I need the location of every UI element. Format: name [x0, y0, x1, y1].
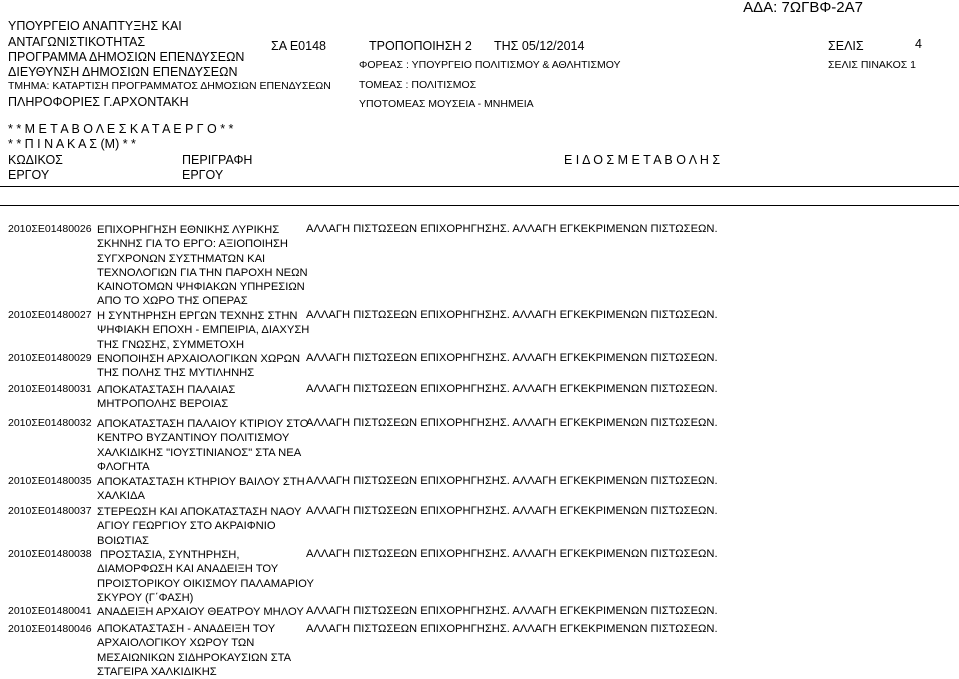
row-description: [97, 352, 300, 381]
row-description: [97, 605, 304, 619]
description-line: ΣΥΓΧΡΟΝΩΝ ΣΥΣΤΗΜΑΤΩΝ ΚΑΙ: [97, 252, 266, 265]
row-code: 2010ΣΕ01480035: [8, 475, 92, 487]
row-code: 2010ΣΕ01480037: [8, 505, 92, 517]
description-line: ΕΠΙΧΟΡΗΓΗΣΗ ΕΘΝΙΚΗΣ ΛΥΡΙΚΗΣ: [97, 224, 280, 236]
table-title: * * Π Ι Ν Α Κ Α Σ (Μ) * *: [8, 137, 136, 151]
description-line: ΦΛΟΓΗΤΑ: [97, 460, 150, 473]
ministry-line: ΔΙΕΥΘΥΝΣΗ ΔΗΜΟΣΙΩΝ ΕΠΕΝΔΥΣΕΩΝ: [8, 65, 238, 79]
description-line: ΑΝΑΔΕΙΞΗ ΑΡΧΑΙΟΥ ΘΕΑΤΡΟΥ ΜΗΛΟΥ: [97, 606, 304, 618]
row-code: 2010ΣΕ01480029: [8, 352, 92, 364]
row-description: [97, 505, 302, 548]
ypotomeas: ΥΠΟΤΟΜΕΑΣ ΜΟΥΣΕΙΑ - ΜΝΗΜΕΙΑ: [359, 98, 534, 110]
modification-date: ΤΗΣ 05/12/2014: [494, 39, 585, 53]
description-line: ΒΟΙΩΤΙΑΣ: [97, 534, 149, 547]
column-header-description: ΕΡΓΟΥ: [182, 168, 224, 182]
row-code: 2010ΣΕ01480038: [8, 548, 92, 560]
row-description: [97, 417, 309, 474]
row-change-type: ΑΛΛΑΓΗ ΠΙΣΤΩΣΕΩΝ ΕΠΙΧΟΡΗΓΗΣΗΣ. ΑΛΛΑΓΗ ΕΓΚΕΚΡΙΜΕΝΩΝ ΠΙΣΤΩΣΕΩΝ.: [306, 505, 718, 517]
description-line: ΧΑΛΚΙΔΑ: [97, 490, 145, 503]
description-line: ΧΑΛΚΙΔΙΚΗΣ "ΙΟΥΣΤΙΝΙΑΝΟΣ" ΣΤΑ ΝΕΑ: [97, 446, 302, 459]
description-line: ΣΚΗΝΗΣ ΓΙΑ ΤΟ ΕΡΓΟ: ΑΞΙΟΠΟΙΗΣΗ: [97, 238, 288, 251]
row-change-type: ΑΛΛΑΓΗ ΠΙΣΤΩΣΕΩΝ ΕΠΙΧΟΡΗΓΗΣΗΣ. ΑΛΛΑΓΗ ΕΓΚΕΚΡΙΜΕΝΩΝ ΠΙΣΤΩΣΕΩΝ.: [306, 383, 718, 395]
row-change-type: ΑΛΛΑΓΗ ΠΙΣΤΩΣΕΩΝ ΕΠΙΧΟΡΗΓΗΣΗΣ. ΑΛΛΑΓΗ ΕΓΚΕΚΡΙΜΕΝΩΝ ΠΙΣΤΩΣΕΩΝ.: [306, 548, 718, 560]
tomeas: ΤΟΜΕΑΣ : ΠΟΛΙΤΙΣΜΟΣ: [359, 79, 477, 91]
page-label: ΣΕΛΙΣ: [828, 39, 864, 53]
description-line: ΑΠΟΚΑΤΑΣΤΑΣΗ ΠΑΛΑΙΟΥ ΚΤΙΡΙΟΥ ΣΤΟ: [97, 418, 309, 430]
description-line: ΜΗΤΡΟΠΟΛΗΣ ΒΕΡΟΙΑΣ: [97, 398, 229, 411]
description-line: ΑΠΟΚΑΤΑΣΤΑΣΗ - ΑΝΑΔΕΙΞΗ ΤΟΥ: [97, 623, 276, 635]
description-line: ΣΤΕΡΕΩΣΗ ΚΑΙ ΑΠΟΚΑΤΑΣΤΑΣΗ ΝΑΟΥ: [97, 506, 302, 518]
row-change-type: ΑΛΛΑΓΗ ΠΙΣΤΩΣΕΩΝ ΕΠΙΧΟΡΗΓΗΣΗΣ. ΑΛΛΑΓΗ ΕΓΚΕΚΡΙΜΕΝΩΝ ΠΙΣΤΩΣΕΩΝ.: [306, 475, 718, 487]
description-line: ΜΕΣΑΙΩΝΙΚΩΝ ΣΙΔΗΡΟΚΑΥΣΙΩΝ ΣΤΑ: [97, 651, 292, 664]
report-title: * * Μ Ε Τ Α Β Ο Λ Ε Σ Κ Α Τ Α Ε Ρ Γ Ο * *: [8, 122, 234, 136]
description-line: Η ΣΥΝΤΗΡΗΣΗ ΕΡΓΩΝ ΤΕΧΝΗΣ ΣΤΗΝ: [97, 310, 298, 322]
description-line: ΠΡΟΙΣΤΟΡΙΚΟΥ ΟΙΚΙΣΜΟΥ ΠΑΛΑΜΑΡΙΟΥ: [97, 577, 314, 590]
description-line: ΚΑΙΝΟΤΟΜΩΝ ΨΗΦΙΑΚΩΝ ΥΠΗΡΕΣΙΩΝ: [97, 281, 305, 294]
ministry-line: ΠΛΗΡΟΦΟΡΙΕΣ Γ.ΑΡΧΟΝΤΑΚΗ: [8, 95, 189, 109]
description-line: ΠΡΟΣΤΑΣΙΑ, ΣΥΝΤΗΡΗΣΗ,: [97, 549, 240, 561]
row-description: [97, 309, 309, 352]
row-change-type: ΑΛΛΑΓΗ ΠΙΣΤΩΣΕΩΝ ΕΠΙΧΟΡΗΓΗΣΗΣ. ΑΛΛΑΓΗ ΕΓΚΕΚΡΙΜΕΝΩΝ ΠΙΣΤΩΣΕΩΝ.: [306, 417, 718, 429]
description-line: ΤΗΣ ΠΟΛΗΣ ΤΗΣ ΜΥΤΙΛΗΝΗΣ: [97, 367, 255, 380]
ministry-line: ΠΡΟΓΡΑΜΜΑ ΔΗΜΟΣΙΩΝ ΕΠΕΝΔΥΣΕΩΝ: [8, 50, 245, 64]
ministry-line: ΤΜΗΜΑ: ΚΑΤΑΡΤΙΣΗ ΠΡΟΓΡΑΜΜΑΤΟΣ ΔΗΜΟΣΙΩΝ ΕΠΕΝΔΥΣΕΩΝ: [8, 80, 331, 92]
page-number: 4: [915, 37, 922, 51]
row-description: [97, 548, 314, 605]
sa-code: ΣΑ Ε0148: [271, 39, 326, 53]
column-header-description: ΠΕΡΙΓΡΑΦΗ: [182, 153, 253, 167]
description-line: ΤΗΣ ΓΝΩΣΗΣ, ΣΥΜΜΕΤΟΧΗ: [97, 338, 245, 351]
row-change-type: ΑΛΛΑΓΗ ΠΙΣΤΩΣΕΩΝ ΕΠΙΧΟΡΗΓΗΣΗΣ. ΑΛΛΑΓΗ ΕΓΚΕΚΡΙΜΕΝΩΝ ΠΙΣΤΩΣΕΩΝ.: [306, 223, 718, 235]
row-description: [97, 383, 235, 412]
row-code: 2010ΣΕ01480032: [8, 417, 92, 429]
row-code: 2010ΣΕ01480046: [8, 623, 92, 635]
row-code: 2010ΣΕ01480031: [8, 383, 92, 395]
column-header-code: ΚΩΔΙΚΟΣ: [8, 153, 63, 167]
row-change-type: ΑΛΛΑΓΗ ΠΙΣΤΩΣΕΩΝ ΕΠΙΧΟΡΗΓΗΣΗΣ. ΑΛΛΑΓΗ ΕΓΚΕΚΡΙΜΕΝΩΝ ΠΙΣΤΩΣΕΩΝ.: [306, 623, 718, 635]
description-line: ΔΙΑΜΟΡΦΩΣΗ ΚΑΙ ΑΝΑΔΕΙΞΗ ΤΟΥ: [97, 563, 279, 576]
foreas: ΦΟΡΕΑΣ : ΥΠΟΥΡΓΕΙΟ ΠΟΛΙΤΙΣΜΟΥ & ΑΘΛΗΤΙΣΜΟΥ: [359, 59, 621, 71]
description-line: ΑΓΙΟΥ ΓΕΩΡΓΙΟΥ ΣΤΟ ΑΚΡΑΙΦΝΙΟ: [97, 520, 276, 533]
description-line: ΣΤΑΓΕΙΡΑ ΧΑΛΚΙΔΙΚΗΣ: [97, 665, 217, 678]
row-description: [97, 475, 305, 504]
description-line: ΑΠΟΚΑΤΑΣΤΑΣΗ ΠΑΛΑΙΑΣ: [97, 384, 236, 396]
row-code: 2010ΣΕ01480027: [8, 309, 92, 321]
row-change-type: ΑΛΛΑΓΗ ΠΙΣΤΩΣΕΩΝ ΕΠΙΧΟΡΗΓΗΣΗΣ. ΑΛΛΑΓΗ ΕΓΚΕΚΡΙΜΕΝΩΝ ΠΙΣΤΩΣΕΩΝ.: [306, 352, 718, 364]
modification-number: ΤΡΟΠΟΠΟΙΗΣΗ 2: [369, 39, 472, 53]
ada-number: ΑΔΑ: 7ΩΓΒΦ-2Α7: [743, 0, 863, 16]
row-code: 2010ΣΕ01480041: [8, 605, 92, 617]
row-change-type: ΑΛΛΑΓΗ ΠΙΣΤΩΣΕΩΝ ΕΠΙΧΟΡΗΓΗΣΗΣ. ΑΛΛΑΓΗ ΕΓΚΕΚΡΙΜΕΝΩΝ ΠΙΣΤΩΣΕΩΝ.: [306, 309, 718, 321]
description-line: ΣΚΥΡΟΥ (Γ΄ΦΑΣΗ): [97, 591, 194, 604]
description-line: ΨΗΦΙΑΚΗ ΕΠΟΧΗ - ΕΜΠΕΙΡΙΑ, ΔΙΑΧΥΣΗ: [97, 324, 310, 337]
row-description: [97, 622, 291, 679]
description-line: ΕΝΟΠΟΙΗΣΗ ΑΡΧΑΙΟΛΟΓΙΚΩΝ ΧΩΡΩΝ: [97, 353, 301, 365]
ministry-line: ΥΠΟΥΡΓΕΙΟ ΑΝΑΠΤΥΞΗΣ ΚΑΙ: [8, 19, 182, 33]
description-line: ΑΠΟ ΤΟ ΧΩΡΟ ΤΗΣ ΟΠΕΡΑΣ: [97, 295, 248, 308]
table-page-label: ΣΕΛΙΣ ΠΙΝΑΚΟΣ 1: [828, 59, 917, 71]
row-code: 2010ΣΕ01480026: [8, 223, 92, 235]
header-divider: [0, 186, 959, 187]
description-line: ΤΕΧΝΟΛΟΓΙΩΝ ΓΙΑ ΤΗΝ ΠΑΡΟΧΗ ΝΕΩΝ: [97, 266, 308, 279]
row-description: [97, 223, 308, 309]
description-line: ΚΕΝΤΡΟ ΒΥΖΑΝΤΙΝΟΥ ΠΟΛΙΤΙΣΜΟΥ: [97, 432, 290, 445]
description-line: ΑΠΟΚΑΤΑΣΤΑΣΗ ΚΤΗΡΙΟΥ ΒΑΙΛΟΥ ΣΤΗ: [97, 476, 305, 488]
row-change-type: ΑΛΛΑΓΗ ΠΙΣΤΩΣΕΩΝ ΕΠΙΧΟΡΗΓΗΣΗΣ. ΑΛΛΑΓΗ ΕΓΚΕΚΡΙΜΕΝΩΝ ΠΙΣΤΩΣΕΩΝ.: [306, 605, 718, 617]
description-line: ΑΡΧΑΙΟΛΟΓΙΚΟΥ ΧΩΡΟΥ ΤΩΝ: [97, 637, 255, 650]
column-header-change-type: Ε Ι Δ Ο Σ Μ Ε Τ Α Β Ο Λ Η Σ: [564, 153, 721, 167]
ministry-line: ΑΝΤΑΓΩΝΙΣΤΙΚΟΤΗΤΑΣ: [8, 35, 146, 49]
header-divider: [0, 205, 959, 206]
column-header-code: ΕΡΓΟΥ: [8, 168, 50, 182]
